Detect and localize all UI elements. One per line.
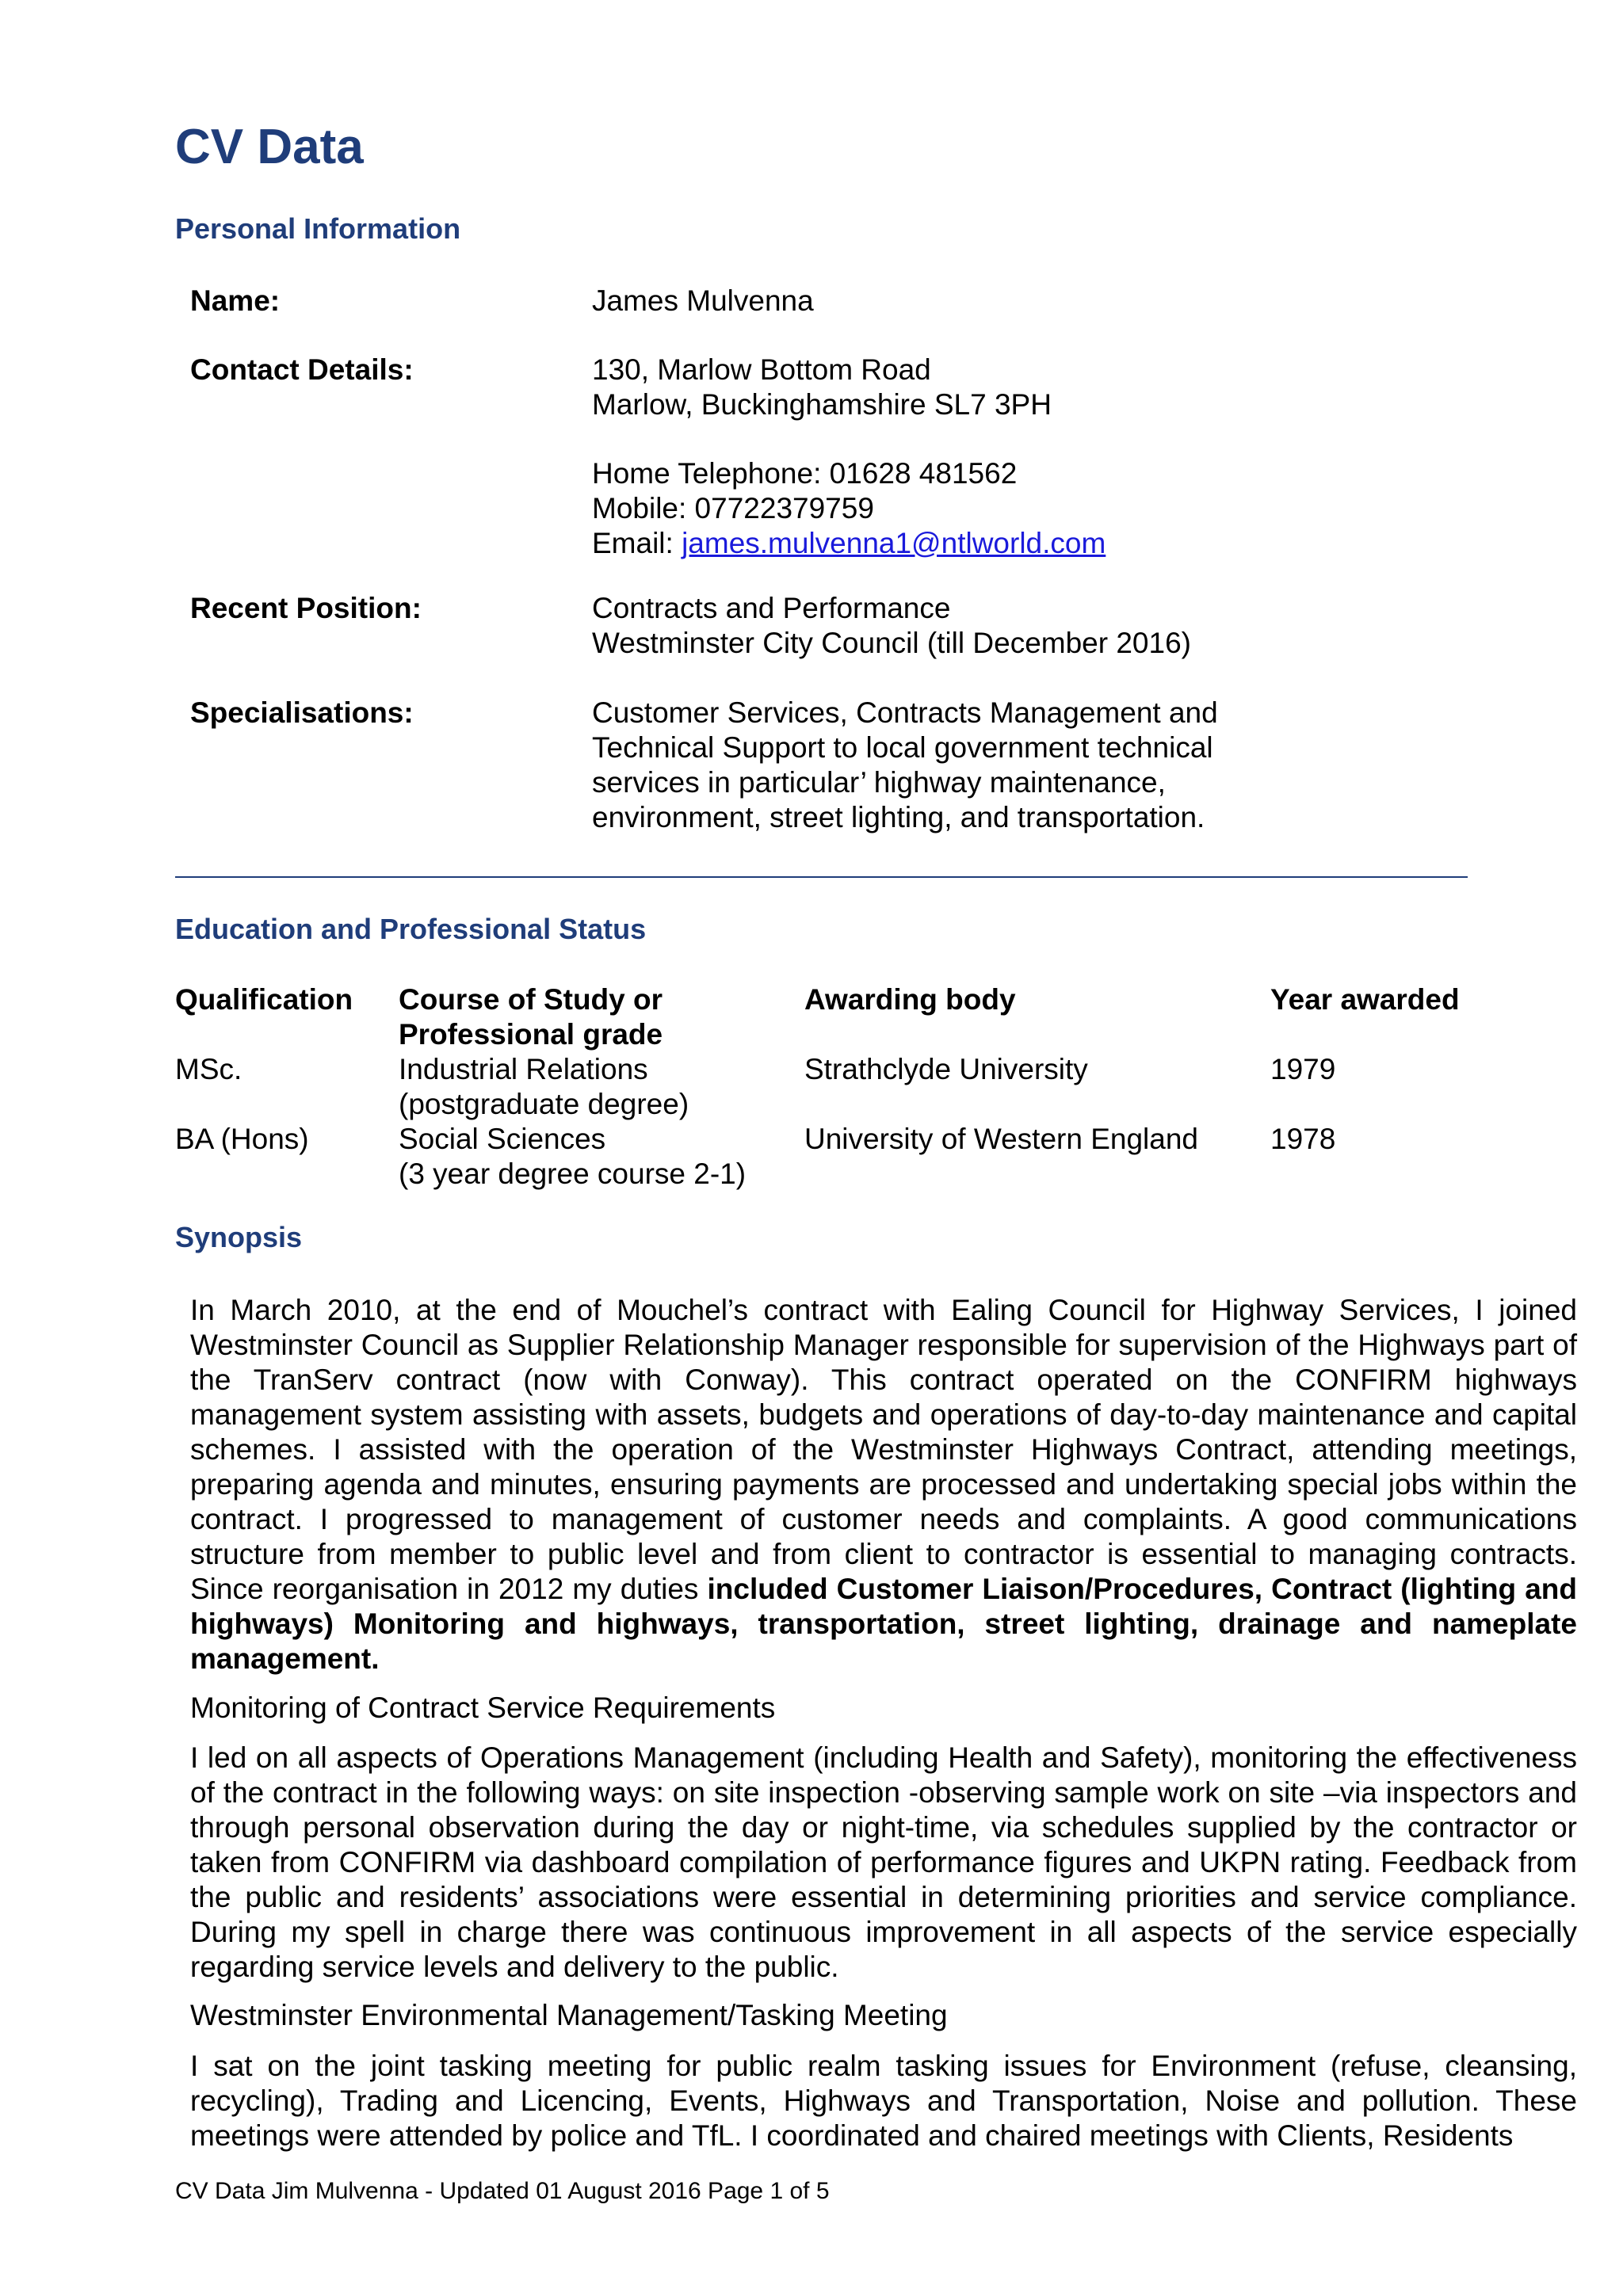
course-line-2: (postgraduate degree) (399, 1088, 689, 1120)
course-line-1: Social Sciences (399, 1123, 606, 1155)
table-row (175, 1052, 1476, 1122)
header-year: Year awarded (1270, 983, 1460, 1016)
header-qualification: Qualification (175, 983, 353, 1016)
address-line-2: Marlow, Buckinghamshire SL7 3PH (592, 388, 1052, 421)
course-line-1: Industrial Relations (399, 1053, 648, 1085)
synopsis-paragraph-1 (190, 1293, 1577, 1676)
section-divider (175, 876, 1468, 878)
specialisations-line: services in particular’ highway maintenance, (592, 766, 1166, 799)
synopsis-heading: Synopsis (175, 1221, 303, 1253)
specialisations-line: Customer Services, Contracts Management and (592, 696, 1218, 729)
cell-year: 1978 (1270, 1123, 1336, 1155)
page-footer: CV Data Jim Mulvenna - Updated 01 August 2016 Page 1 of 5 (175, 2178, 830, 2204)
cell-course (399, 1122, 804, 1192)
cell-year: 1979 (1270, 1053, 1336, 1085)
contact-details (592, 353, 1353, 561)
personal-info-heading: Personal Information (175, 212, 461, 245)
header-awarding-body: Awarding body (804, 983, 1016, 1016)
header-course (399, 982, 804, 1052)
position-line-1: Contracts and Performance (592, 592, 951, 624)
name-value (592, 284, 1353, 318)
email-prefix: Email: (592, 527, 682, 559)
synopsis-paragraph-3: I sat on the joint tasking meeting for public realm tasking issues for Environment (refuse, cleansing, recycling), Trading and Licencing, Events, Highways and Transportation, Noise and pollution. These meetings were attended by police and TfL. I coordinated and chaired meetings with Clients, Residents (190, 2050, 1577, 2152)
cell-course (399, 1052, 804, 1122)
name-text: James Mulvenna (592, 284, 814, 317)
header-course-line-2: Professional grade (399, 1018, 663, 1051)
specialisations-line: Technical Support to local government technical (592, 731, 1213, 764)
specialisations-value (592, 696, 1353, 835)
mobile-number: Mobile: 07722379759 (592, 492, 874, 524)
education-table (175, 982, 1476, 1192)
name-label: Name: (190, 284, 281, 317)
home-telephone: Home Telephone: 01628 481562 (592, 457, 1018, 490)
cell-qualification: MSc. (175, 1053, 242, 1085)
cell-awarding-body: University of Western England (804, 1123, 1198, 1155)
synopsis-paragraph-1-bold: included Customer Liaison/Procedures, Contract (lighting and highways) Monitoring and highways, transportation, street lighting, drainage and nameplate management. (190, 1573, 1577, 1675)
address-line-1: 130, Marlow Bottom Road (592, 353, 931, 386)
cell-qualification: BA (Hons) (175, 1123, 309, 1155)
header-course-line-1: Course of Study or (399, 983, 663, 1016)
position-line-2: Westminster City Council (till December 2016) (592, 627, 1191, 659)
table-header-row (175, 982, 1476, 1052)
specialisations-line: environment, street lighting, and transportation. (592, 801, 1205, 833)
specialisations-label: Specialisations: (190, 696, 414, 729)
table-row (175, 1122, 1476, 1192)
email-link[interactable]: james.mulvenna1@ntlworld.com (682, 527, 1106, 559)
cell-awarding-body: Strathclyde University (804, 1053, 1088, 1085)
recent-position-label: Recent Position: (190, 592, 422, 624)
subheading-monitoring: Monitoring of Contract Service Requirements (190, 1691, 776, 1724)
contact-label: Contact Details: (190, 353, 414, 386)
email-line (592, 526, 1353, 561)
recent-position-value (592, 591, 1353, 661)
subheading-tasking-meeting: Westminster Environmental Management/Tasking Meeting (190, 1999, 948, 2031)
education-heading: Education and Professional Status (175, 913, 647, 945)
synopsis-paragraph-1-text: In March 2010, at the end of Mouchel’s contract with Ealing Council for Highway Services, I joined Westminster Council as Supplier Relationship Manager responsible for supervision of the Highways part of the TranServ contract (now with Conway). This contract operated on the CONFIRM highways management system assisting with assets, budgets and operations of day-to-day maintenance and capital schemes. I assisted with the operation of the Westminster Highways Contract, attending meetings, preparing agenda and minutes, ensuring payments are processed and undertaking special jobs within the contract. I progressed to management of customer needs and complaints. A good communications structure from member to public level and from client to contractor is essential to managing contracts. Since reorganisation in 2012 my duties (190, 1294, 1577, 1605)
document-title: CV Data (175, 120, 364, 174)
synopsis-paragraph-2: I led on all aspects of Operations Management (including Health and Safety), monitoring the effectiveness of the contract in the following ways: on site inspection -observing sample work on site –via inspectors and through personal observation during the day or night-time, via schedules supplied by the contractor or taken from CONFIRM via dashboard compilation of performance figures and UKPN rating. Feedback from the public and residents’ associations were essential in determining priorities and service compliance. During my spell in charge there was continuous improvement in all aspects of the service especially regarding service levels and delivery to the public. (190, 1741, 1577, 1983)
course-line-2: (3 year degree course 2-1) (399, 1158, 747, 1190)
